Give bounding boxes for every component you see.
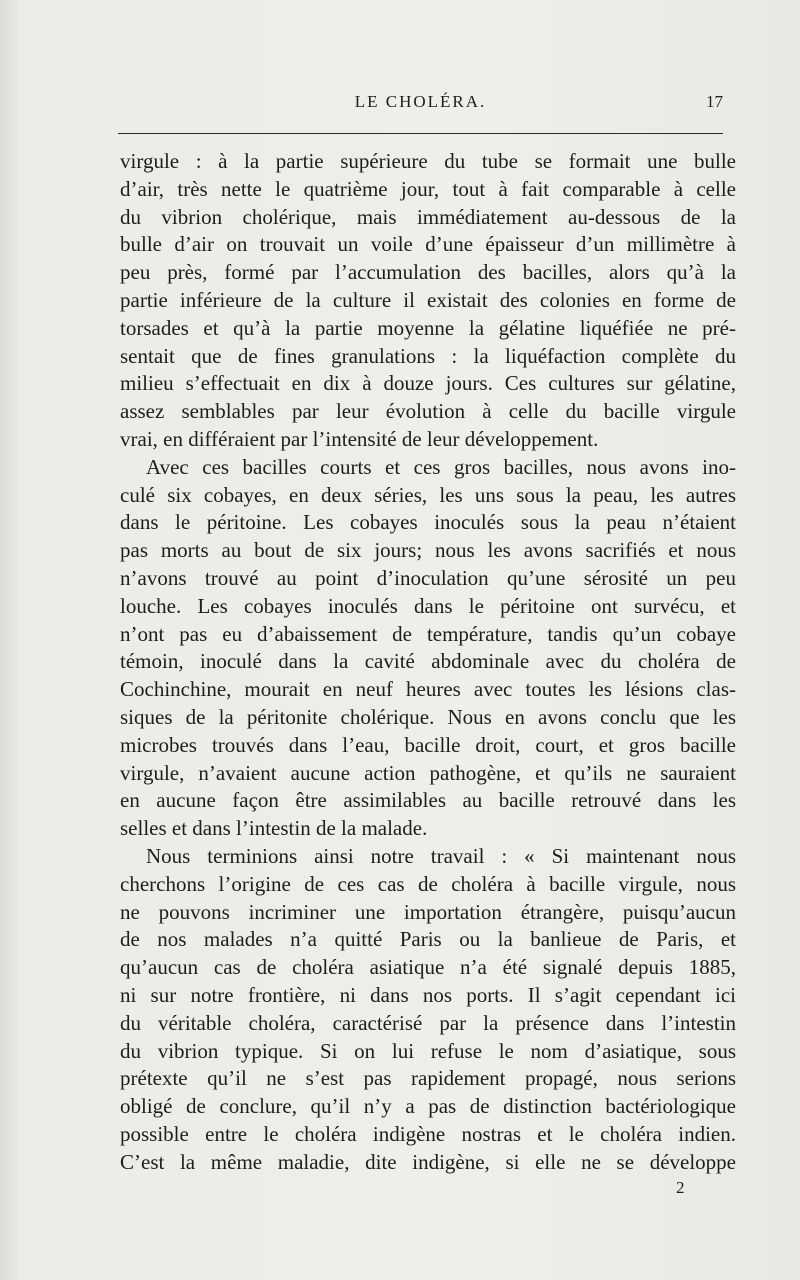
signature-mark: 2 [676, 1178, 685, 1197]
header-rule [118, 133, 723, 134]
text-line: du vibrion typique. Si on lui refuse le nom d’asiatique, sous [120, 1038, 736, 1063]
text-line: Nous terminions ainsi notre travail : « Si maintenant nous [146, 843, 736, 868]
text-line: en aucune façon être assimilables au bacille retrouvé dans les [120, 788, 736, 813]
text-line: ne pouvons incriminer une importation étrangère, puisqu’aucun [120, 899, 736, 924]
text-line: milieu s’effectuait en dix à douze jours. Ces cultures sur gélatine, [120, 371, 736, 396]
text-line: possible entre le choléra indigène nostras et le choléra indien. [120, 1121, 736, 1146]
text-line: siques de la péritonite cholérique. Nous en avons conclu que les [120, 704, 736, 729]
text-line: torsades et qu’à la partie moyenne la gélatine liquéfiée ne pré- [120, 315, 736, 340]
text-line: assez semblables par leur évolution à celle du bacille virgule [120, 399, 736, 424]
text-line: virgule, n’avaient aucune action pathogène, et qu’ils ne sauraient [120, 760, 736, 785]
text-line: louche. Les cobayes inoculés dans le péritoine ont survécu, et [120, 593, 736, 618]
text-line: du véritable choléra, caractérisé par la présence dans l’intestin [120, 1010, 736, 1035]
text-line: d’air, très nette le quatrième jour, tout à fait comparable à celle [120, 176, 736, 201]
text-line: sentait que de fines granulations : la liquéfaction complète du [120, 343, 736, 368]
page-number: 17 [706, 92, 723, 111]
text-line: n’avons trouvé au point d’inoculation qu’une sérosité un peu [120, 565, 736, 590]
text-line: prétexte qu’il ne s’est pas rapidement propagé, nous serions [120, 1066, 736, 1091]
text-line: microbes trouvés dans l’eau, bacille droit, court, et gros bacille [120, 732, 736, 757]
text-line: cherchons l’origine de ces cas de choléra à bacille virgule, nous [120, 871, 736, 896]
text-line: culé six cobayes, en deux séries, les uns sous la peau, les autres [120, 482, 736, 507]
body-text [120, 148, 736, 1176]
text-line: peu près, formé par l’accumulation des bacilles, alors qu’à la [120, 260, 736, 285]
running-head [118, 92, 723, 122]
text-line: témoin, inoculé dans la cavité abdominale avec du choléra de [120, 649, 736, 674]
text-line: dans le péritoine. Les cobayes inoculés sous la peau n’étaient [120, 510, 736, 535]
text-line: n’ont pas eu d’abaissement de température, tandis qu’un cobaye [120, 621, 736, 646]
text-line: qu’aucun cas de choléra asiatique n’a été signalé depuis 1885, [120, 955, 736, 980]
text-line: Avec ces bacilles courts et ces gros bacilles, nous avons ino- [146, 454, 736, 479]
text-line: Cochinchine, mourait en neuf heures avec toutes les lésions clas- [120, 677, 736, 702]
text-line: virgule : à la partie supérieure du tube se formait une bulle [120, 149, 736, 173]
text-line: du vibrion cholérique, mais immédiatement au-dessous de la [120, 204, 736, 229]
text-line: selles et dans l’intestin de la malade. [120, 816, 428, 841]
text-line: C’est la même maladie, dite indigène, si elle ne se développe [120, 1149, 736, 1174]
text-line: bulle d’air on trouvait un voile d’une épaisseur d’un millimètre à [120, 232, 736, 257]
text-line: pas morts au bout de six jours; nous les avons sacrifiés et nous [120, 538, 736, 563]
text-line: partie inférieure de la culture il existait des colonies en forme de [120, 287, 736, 312]
text-line: ni sur notre frontière, ni dans nos ports. Il s’agit cependant ici [120, 982, 736, 1007]
running-title: LE CHOLÉRA. [354, 92, 487, 111]
text-line: obligé de conclure, qu’il n’y a pas de distinction bactériologique [120, 1094, 736, 1119]
text-line: vrai, en différaient par l’intensité de leur développement. [120, 426, 599, 451]
text-line: de nos malades n’a quitté Paris ou la banlieue de Paris, et [120, 927, 736, 952]
